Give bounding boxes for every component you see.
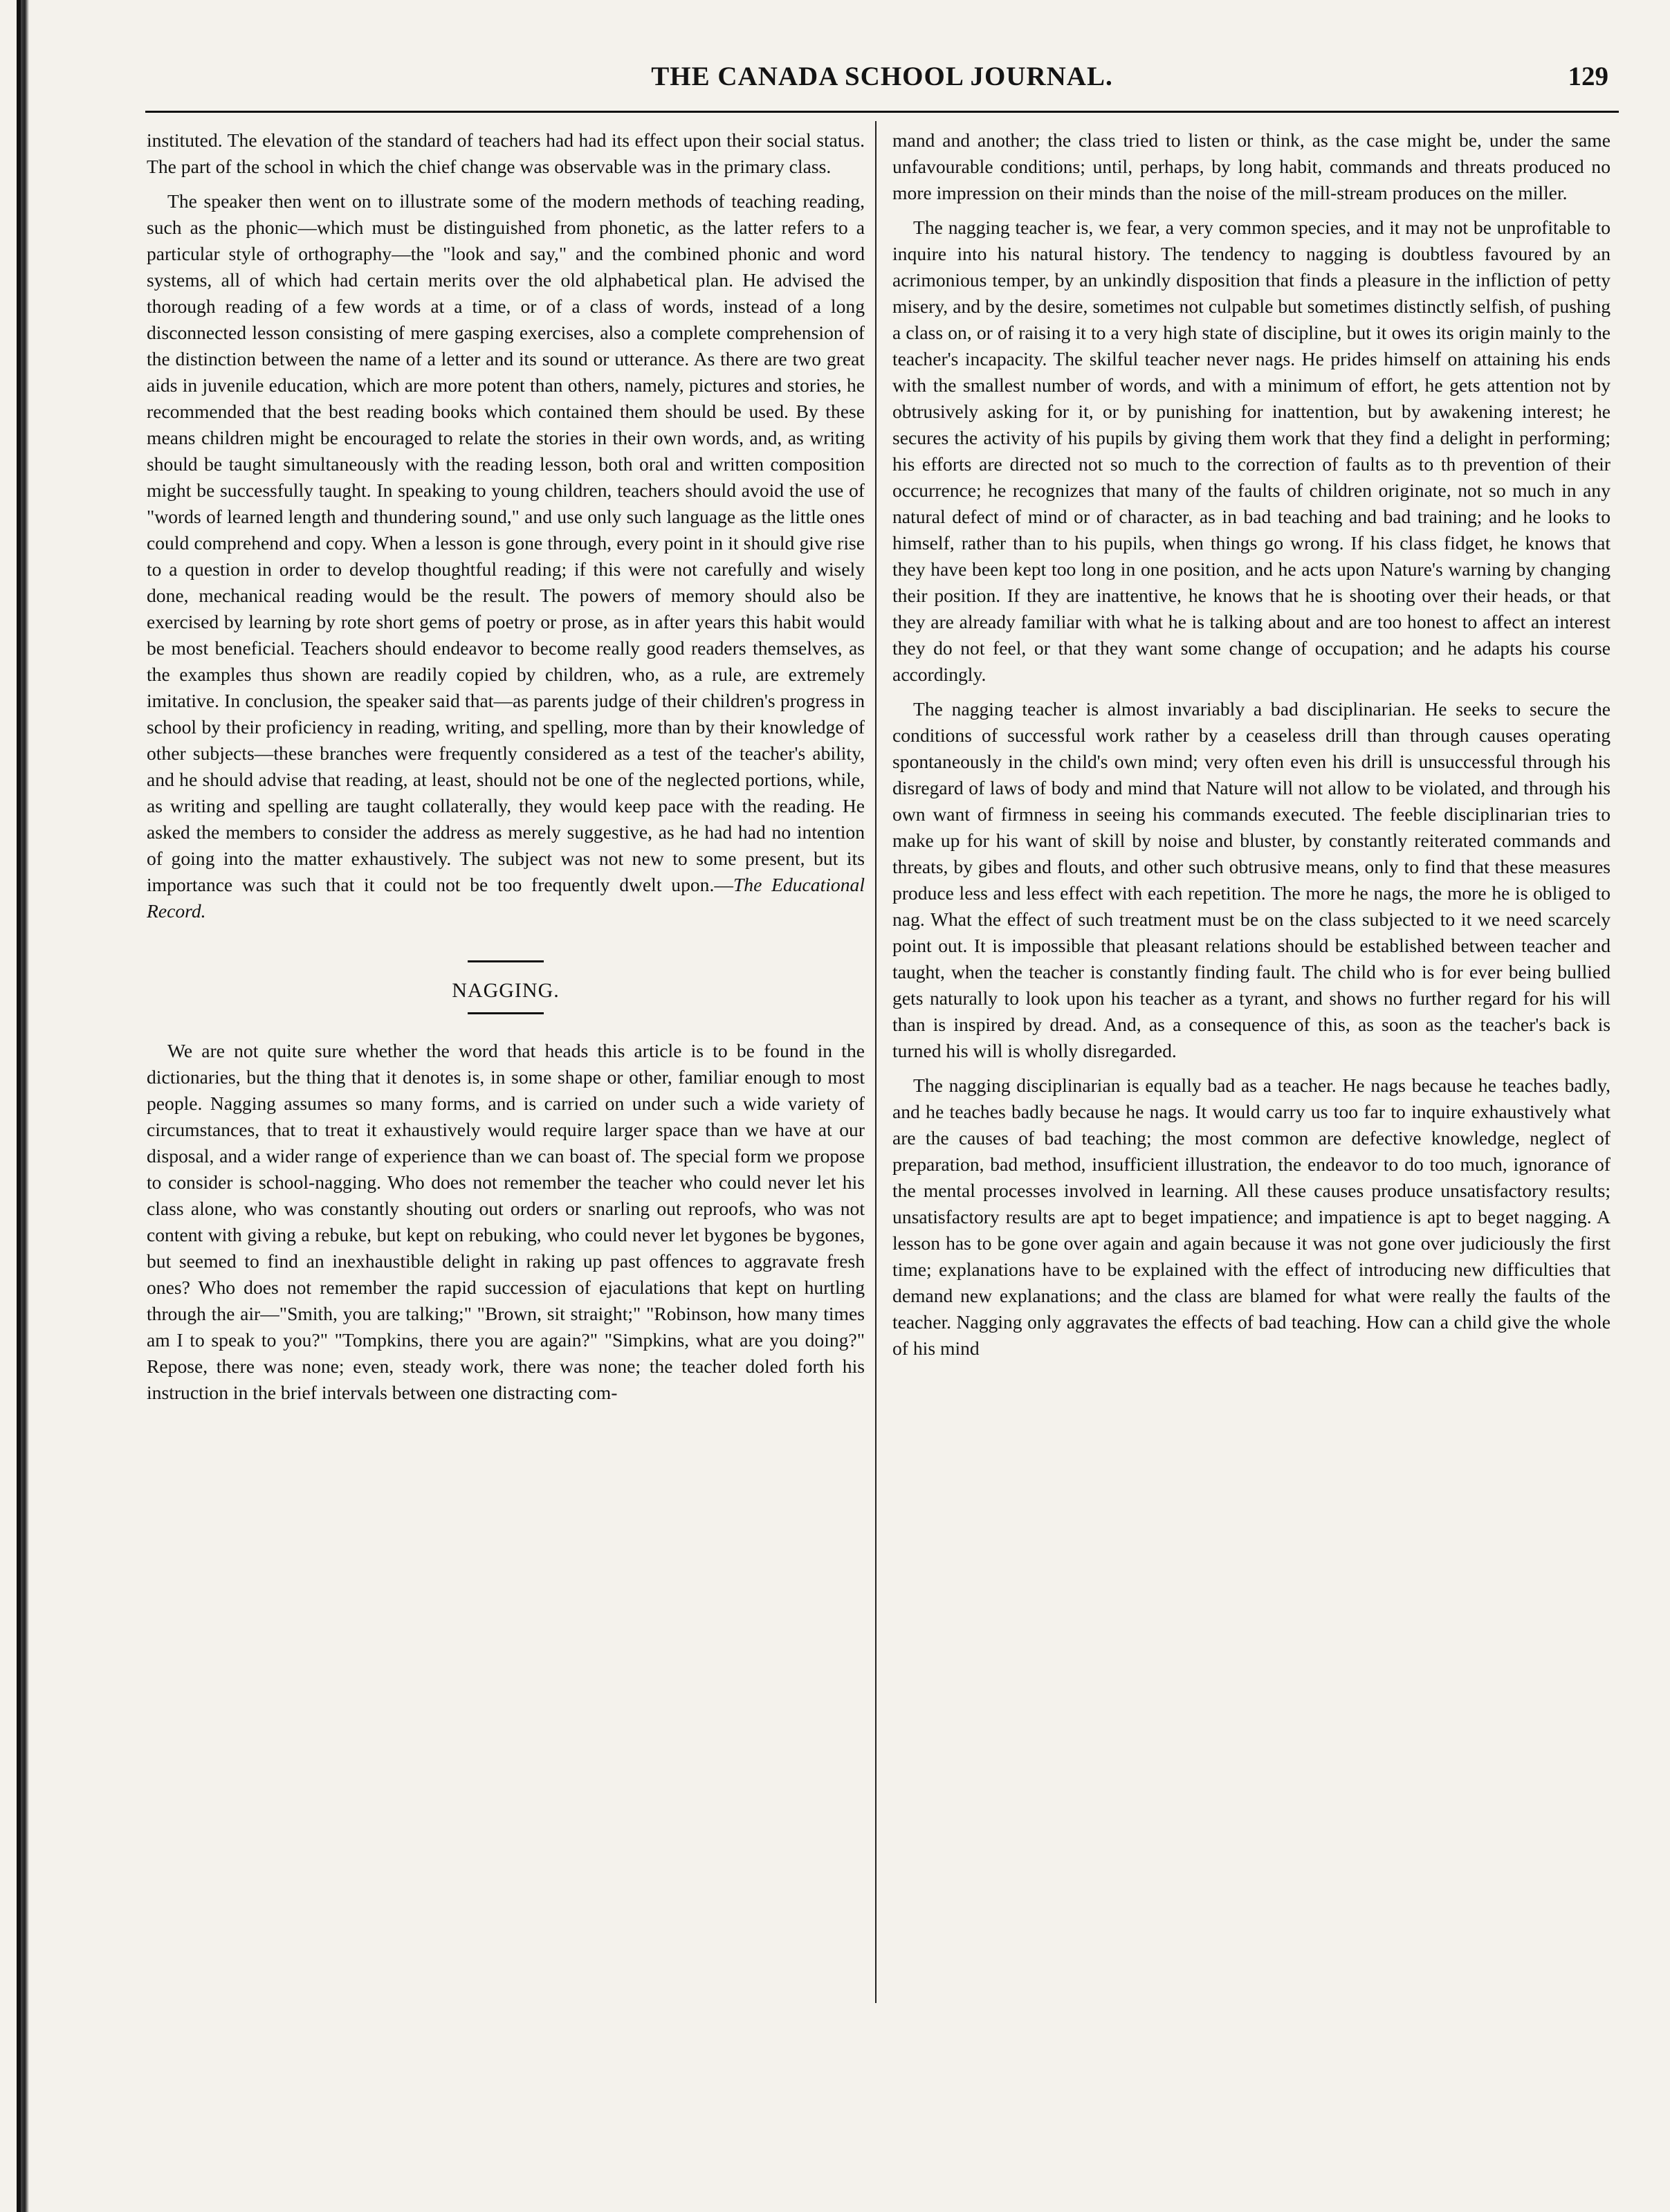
- paragraph-reading-methods-text: The speaker then went on to illustrate some of the modern methods of teaching reading, such as the phonic—which must be distinguished from phonetic, as the latter refers to a particular style of orthography—the "look and say," and the combined phonic and word systems, all of which had certain merits over the old alphabetical plan. He advised the thorough reading of a few words at a time, or of a class of words, instead of a long disconnected lesson consisting of mere gasping exercises, also a complete comprehension of the distinction between the name of a letter and its sound or utterance. As there are two great aids in juvenile education, which are more potent than others, namely, pictures and stories, he recommended that the best reading books which contained them should be used. By these means children might be encouraged to relate the stories in their own words, and, as writing should be taught simultaneously with the reading lesson, both oral and written composition might be successfully taught. In speaking to young children, teachers should avoid the use of "words of learned length and thundering sound," and use only such language as the little ones could comprehend and copy. When a lesson is gone through, every point in it should give rise to a question in order to develop thoughtful reading; if this were not carefully and wisely done, mechanical reading would be the result. The powers of memory should also be exercised by learning by rote short gems of poetry or prose, as in after years this habit would be most beneficial. Teachers should endeavor to become really good readers themselves, as the examples thus shown are readily copied by children, who, as a rule, are extremely imitative. In conclusion, the speaker said that—as parents judge of their children's progress in school by their proficiency in reading, writing, and spelling, more than by their knowledge of other subjects—these branches were frequently considered as a test of the teacher's ability, and he should advise that reading, at least, should not be one of the neglected portions, while, as writing and spelling are taught collaterally, they would keep pace with the reading. He asked the members to consider the address as merely suggestive, as he had had no intention of going into the matter exhaustively. The subject was not new to some present, but its importance was such that it could not be too frequently dwelt upon.—: [147, 190, 865, 895]
- paragraph-continued: mand and another; the class tried to listen or think, as the case might be, under the same unfavourable conditions; until, perhaps, by long habit, commands and threats produced no more impression on their minds than the noise of the mill-stream produces on the miller.: [892, 129, 1611, 203]
- left-column: [147, 127, 865, 1414]
- page-binding-edge: [17, 0, 29, 2212]
- header-rule: [145, 111, 1619, 113]
- heading-rule-bottom: [468, 1012, 544, 1014]
- paragraph-nagging-intro: We are not quite sure whether the word that heads this article is to be found in the dictionaries, but the thing that it denotes is, in some shape or other, familiar enough to most people. Nagging assumes so many forms, and is carried on under such a wide variety of circumstances, that to treat it exhaustively would require larger space than we have at our disposal, and a wider range of experience than we can boast of. The special form we propose to consider is school-nagging. Who does not remember the teacher who could never let his class alone, who was constantly shouting out orders or snarling out reproofs, who was not content with giving a rebuke, but kept on rebuking, who could never let bygones be bygones, but seemed to find an inexhaustible delight in raking up past offences to aggravate fresh ones? Who does not remember the rapid succession of ejaculations that kept on hurtling through the air—"Smith, you are talking;" "Brown, sit straight;" "Robinson, how many times am I to speak to you?" "Tompkins, there you are again?" "Simpkins, what are you doing?" Repose, there was none; even, steady work, there was none; the teacher doled forth his instruction in the brief intervals between one distracting com-: [147, 1040, 865, 1403]
- section-heading-block: [147, 960, 865, 1014]
- heading-rule-top: [468, 960, 544, 962]
- column-divider: [875, 121, 877, 2003]
- right-column: [892, 127, 1611, 1370]
- section-heading: NAGGING.: [452, 979, 560, 1002]
- paragraph-bad-disciplinarian: The nagging teacher is almost invariably a bad disciplinarian. He seeks to secure the conditions of successful work rather by a ceaseless drill than through causes operating spontaneously in the child's own mind; very often even his drill is unsuccessful through his disregard of laws of body and mind that Nature will not allow to be violated, and through his own want of firmness in seeing his commands executed. The feeble disciplinarian tries to make up for his want of skill by noise and bluster, by constantly reiterated commands and threats, by gibes and flouts, and other such obtrusive means, only to find that these measures produce less and less effect with each repetition. The more he nags, the more he is obliged to nag. What the effect of such treatment must be on the class subjected to it we need scarcely point out. It is impossible that pleasant relations should be established between teacher and taught, when the teacher is constantly finding fault. The child who is for ever being bullied gets naturally to look upon his teacher as a tyrant, and shows no further regard for his will than is inspired by dread. And, as a consequence of this, as soon as the teacher's back is turned his will is wholly disregarded.: [892, 698, 1611, 1061]
- source-citation: The Educational Record.: [147, 874, 865, 922]
- paragraph-nagging-teacher: The nagging teacher is, we fear, a very common species, and it may not be unprofitable to inquire into his natural history. The tendency to nagging is doubtless favoured by an acrimonious temper, by an unkindly disposition that finds a pleasure in the infliction of petty misery, and by the desire, sometimes not culpable but sometimes distinctly selfish, of pushing a class on, or of raising it to a very high state of discipline, but it owes its origin mainly to the teacher's incapacity. The skilful teacher never nags. He prides himself on attaining his ends with the smallest number of words, and with a minimum of effort, he gets attention not by obtrusively asking for it, or by punishing for inattention, but by awakening interest; he secures the activity of his pupils by giving them work that they find a delight in performing; his efforts are directed not so much to the correction of faults as to th prevention of their occurrence; he recognizes that many of the faults of children originate, not so much in any natural defect of mind or of character, as in bad teaching and bad training; and he looks to himself, rather than to his pupils, when things go wrong. If his class fidget, he knows that they have been kept too long in one position, and he acts upon Nature's warning by changing their position. If they are inattentive, he knows that he is shooting over their heads, or that they are already familiar with what he is talking about and are too honest to affect an interest they do not feel, or that they want some change of occupation; and he adapts his course accordingly.: [892, 217, 1611, 685]
- journal-title: THE CANADA SCHOOL JOURNAL.: [651, 62, 1113, 91]
- paragraph-instituted: instituted. The elevation of the standard of teachers had had its effect upon their social status. The part of the school in which the chief change was observable was in the primary class.: [147, 129, 865, 177]
- paragraph-bad-teacher: The nagging disciplinarian is equally bad as a teacher. He nags because he teaches badly, and he teaches badly because he nags. It would carry us too far to inquire exhaustively what are the causes of bad teaching; the most common are defective knowledge, neglect of preparation, bad method, insufficient illustration, the endeavor to do too much, ignorance of the mental processes involved in learning. All these causes produce unsatisfactory results; unsatisfactory results are apt to beget impatience; and impatience is apt to beget nagging. A lesson has to be gone over again and again because it was not gone over judiciously the first time; explanations have to be explained with the effect of introducing new difficulties that demand new explanations; and the class are blamed for what were really the faults of the teacher. Nagging only aggravates the effects of bad teaching. How can a child give the whole of his mind: [892, 1075, 1611, 1359]
- paragraph-reading-methods: [147, 188, 865, 924]
- page-number: 129: [1568, 62, 1608, 91]
- page-header: [149, 61, 1615, 102]
